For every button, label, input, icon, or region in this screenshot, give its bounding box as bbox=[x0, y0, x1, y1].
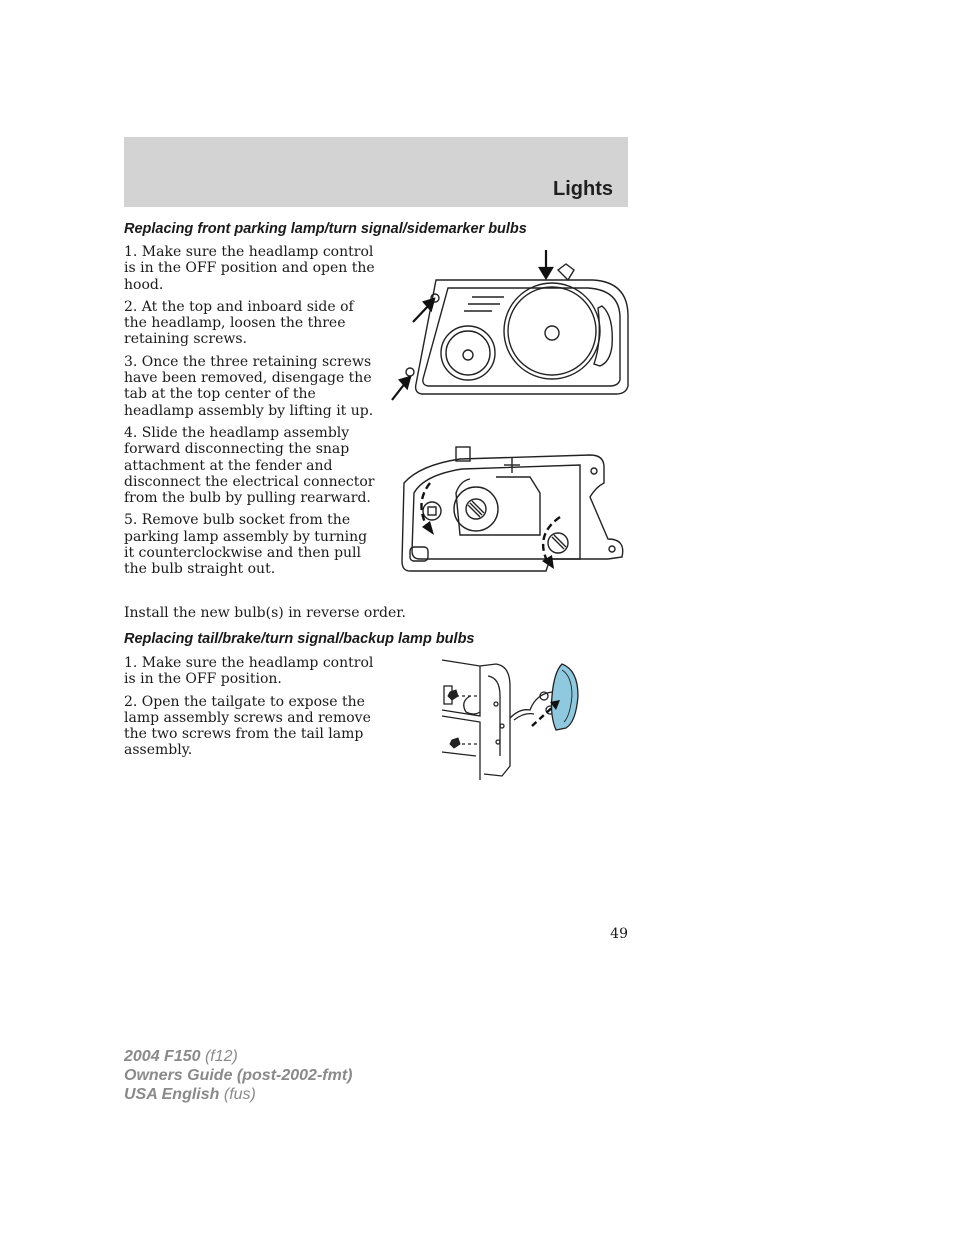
section-title: Lights bbox=[553, 178, 613, 200]
step-item: 1. Make sure the headlamp control is in the OFF position and open the hood. bbox=[124, 244, 375, 293]
headlamp-rear-illustration bbox=[400, 443, 630, 575]
front-lamp-steps bbox=[124, 244, 379, 584]
step-item: 1. Make sure the headlamp control is in the OFF position. bbox=[124, 655, 374, 688]
install-note: Install the new bulb(s) in reverse order. bbox=[124, 605, 406, 621]
section-heading-tail-lamps: Replacing tail/brake/turn signal/backup lamp bulbs bbox=[124, 631, 475, 647]
step-item: 2. Open the tailgate to expose the lamp assembly screws and remove the two screws from the tail lamp assembly. bbox=[124, 693, 371, 759]
footer-language: USA English bbox=[124, 1086, 220, 1103]
step-item: 4. Slide the headlamp assembly forward disconnecting the snap attachment at the fender and disconnect the electrical connector from the bulb by pulling rearward. bbox=[124, 424, 375, 507]
section-header-band bbox=[124, 137, 628, 207]
footer-language-code: (fus) bbox=[223, 1086, 256, 1103]
footer-model: 2004 F150 bbox=[124, 1048, 201, 1065]
footer-model-code: (f12) bbox=[204, 1048, 238, 1065]
footer-line-guide bbox=[124, 1066, 352, 1085]
footer-guide: Owners Guide (post-2002-fmt) bbox=[124, 1067, 353, 1084]
footer-line-language bbox=[124, 1085, 352, 1104]
headlamp-front-illustration bbox=[388, 246, 632, 406]
step-item: 3. Once the three retaining screws have been removed, disengage the tab at the top center of the headlamp assembly by lifting it up. bbox=[124, 353, 374, 419]
document-footer bbox=[124, 1047, 352, 1104]
page-number: 49 bbox=[610, 926, 628, 942]
section-heading-front-lamps: Replacing front parking lamp/turn signal/sidemarker bulbs bbox=[124, 221, 527, 237]
step-item: 2. At the top and inboard side of the headlamp, loosen the three retaining screws. bbox=[124, 298, 354, 348]
tail-lamp-illustration bbox=[440, 656, 582, 780]
tail-lamp-steps bbox=[124, 655, 379, 765]
footer-line-model bbox=[124, 1047, 352, 1066]
step-item: 5. Remove bulb socket from the parking lamp assembly by turning it counterclockwise and then pull the bulb straight out. bbox=[124, 512, 368, 578]
